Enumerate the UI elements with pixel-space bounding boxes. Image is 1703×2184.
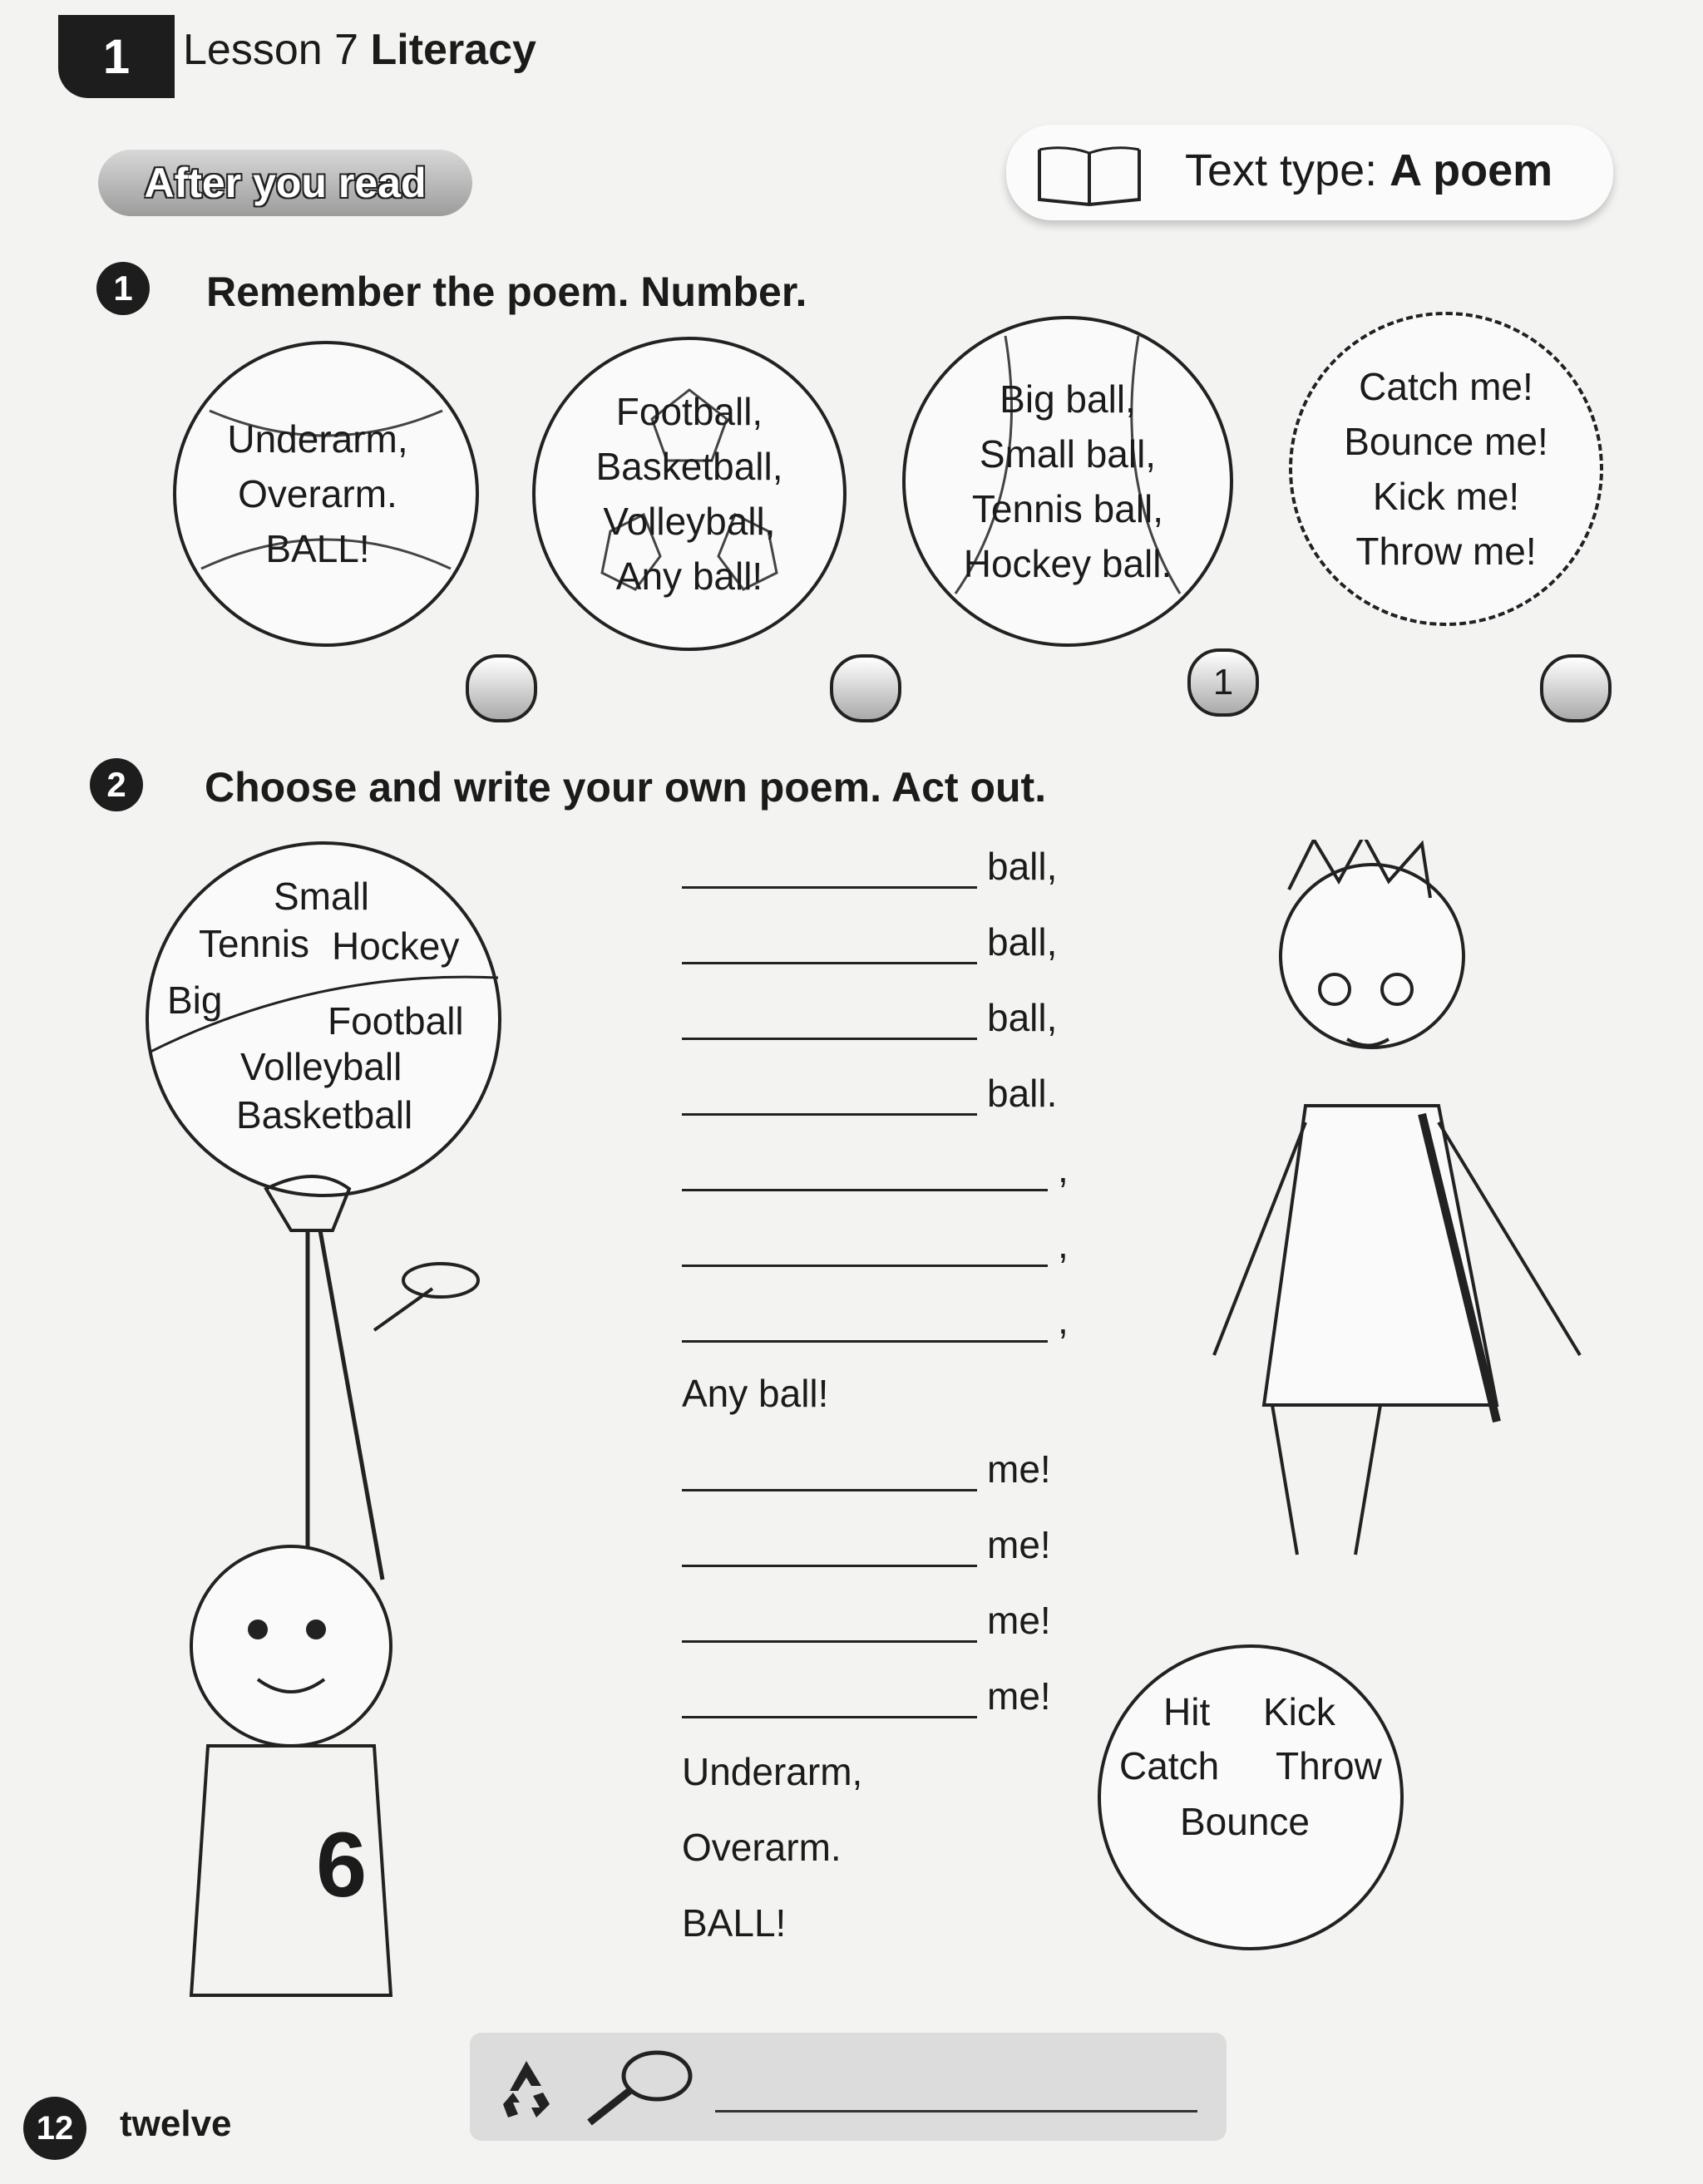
lesson-title: Lesson 7 Literacy: [183, 26, 536, 74]
poem-line-4: ball.: [682, 1071, 1069, 1116]
answer-box-2[interactable]: [830, 654, 901, 722]
word-ball-ball-types: Small Tennis Hockey Big Football Volleyball Basketball: [146, 841, 501, 1197]
blank-me-2[interactable]: [682, 1523, 977, 1567]
poem-line-7: ,: [682, 1298, 1069, 1343]
poem-ball-tennis: Catch me! Bounce me! Kick me! Throw me!: [1289, 312, 1603, 626]
exercise-1-number: 1: [96, 262, 150, 315]
blank-ball-4[interactable]: [682, 1072, 977, 1116]
answer-box-3[interactable]: 1: [1187, 648, 1259, 717]
blank-me-1[interactable]: [682, 1447, 977, 1491]
blank-line-6[interactable]: [682, 1223, 1048, 1267]
answer-box-4[interactable]: [1540, 654, 1612, 722]
poem-line-5: ,: [682, 1146, 1069, 1191]
poem-line-me-4: me!: [682, 1674, 1069, 1718]
poem-line-me-2: me!: [682, 1522, 1069, 1567]
poem-ball-basketball: Underarm, Overarm. BALL!: [173, 341, 479, 647]
poem-ball-football: Football, Basketball, Volleyball, Any ball!: [532, 337, 847, 651]
poem-line-3: ball,: [682, 995, 1069, 1040]
poem-line-6: ,: [682, 1222, 1069, 1267]
unit-number-tab: 1: [58, 15, 175, 98]
word-ball-actions: Hit Kick Catch Throw Bounce: [1098, 1644, 1404, 1950]
exercise-1-instruction: Remember the poem. Number.: [206, 269, 807, 315]
poem-line-2: ball,: [682, 919, 1069, 964]
magnifying-glass-icon: [578, 2043, 703, 2134]
page-number-badge: 12: [23, 2097, 86, 2160]
blank-me-3[interactable]: [682, 1599, 977, 1643]
blank-line-5[interactable]: [682, 1147, 1048, 1191]
poem-line-me-1: me!: [682, 1447, 1069, 1491]
blank-ball-1[interactable]: [682, 845, 977, 889]
exercise-2-instruction: Choose and write your own poem. Act out.: [205, 764, 1047, 811]
poem-ball-end: BALL!: [682, 1901, 787, 1945]
open-book-icon: [1031, 141, 1148, 208]
poem-line-1: ball,: [682, 844, 1069, 889]
blank-line-7[interactable]: [682, 1299, 1048, 1343]
poem-ball-volleyball: Big ball, Small ball, Tennis ball, Hockey ball.: [902, 316, 1233, 647]
blank-ball-3[interactable]: [682, 996, 977, 1040]
exercise-2-number: 2: [90, 758, 143, 811]
after-you-read-badge: After you read: [98, 150, 472, 216]
poem-any-ball: Any ball!: [682, 1372, 829, 1415]
answer-box-1[interactable]: [466, 654, 537, 722]
blank-ball-2[interactable]: [682, 920, 977, 964]
poem-line-me-3: me!: [682, 1598, 1069, 1643]
poem-underarm: Underarm,: [682, 1750, 863, 1793]
poem-overarm: Overarm.: [682, 1826, 842, 1869]
page-number-word: twelve: [120, 2103, 232, 2144]
recycle-icon: [493, 2056, 560, 2122]
girl-shirt-number: 6: [316, 1814, 368, 1916]
footer-answer-line[interactable]: [715, 2110, 1197, 2113]
text-type-box: Text type: A poem: [1006, 125, 1613, 220]
poem-writing-area: [682, 844, 1069, 1945]
boy-illustration: [1148, 840, 1646, 1671]
blank-me-4[interactable]: [682, 1674, 977, 1718]
footer-bar: [470, 2033, 1227, 2141]
